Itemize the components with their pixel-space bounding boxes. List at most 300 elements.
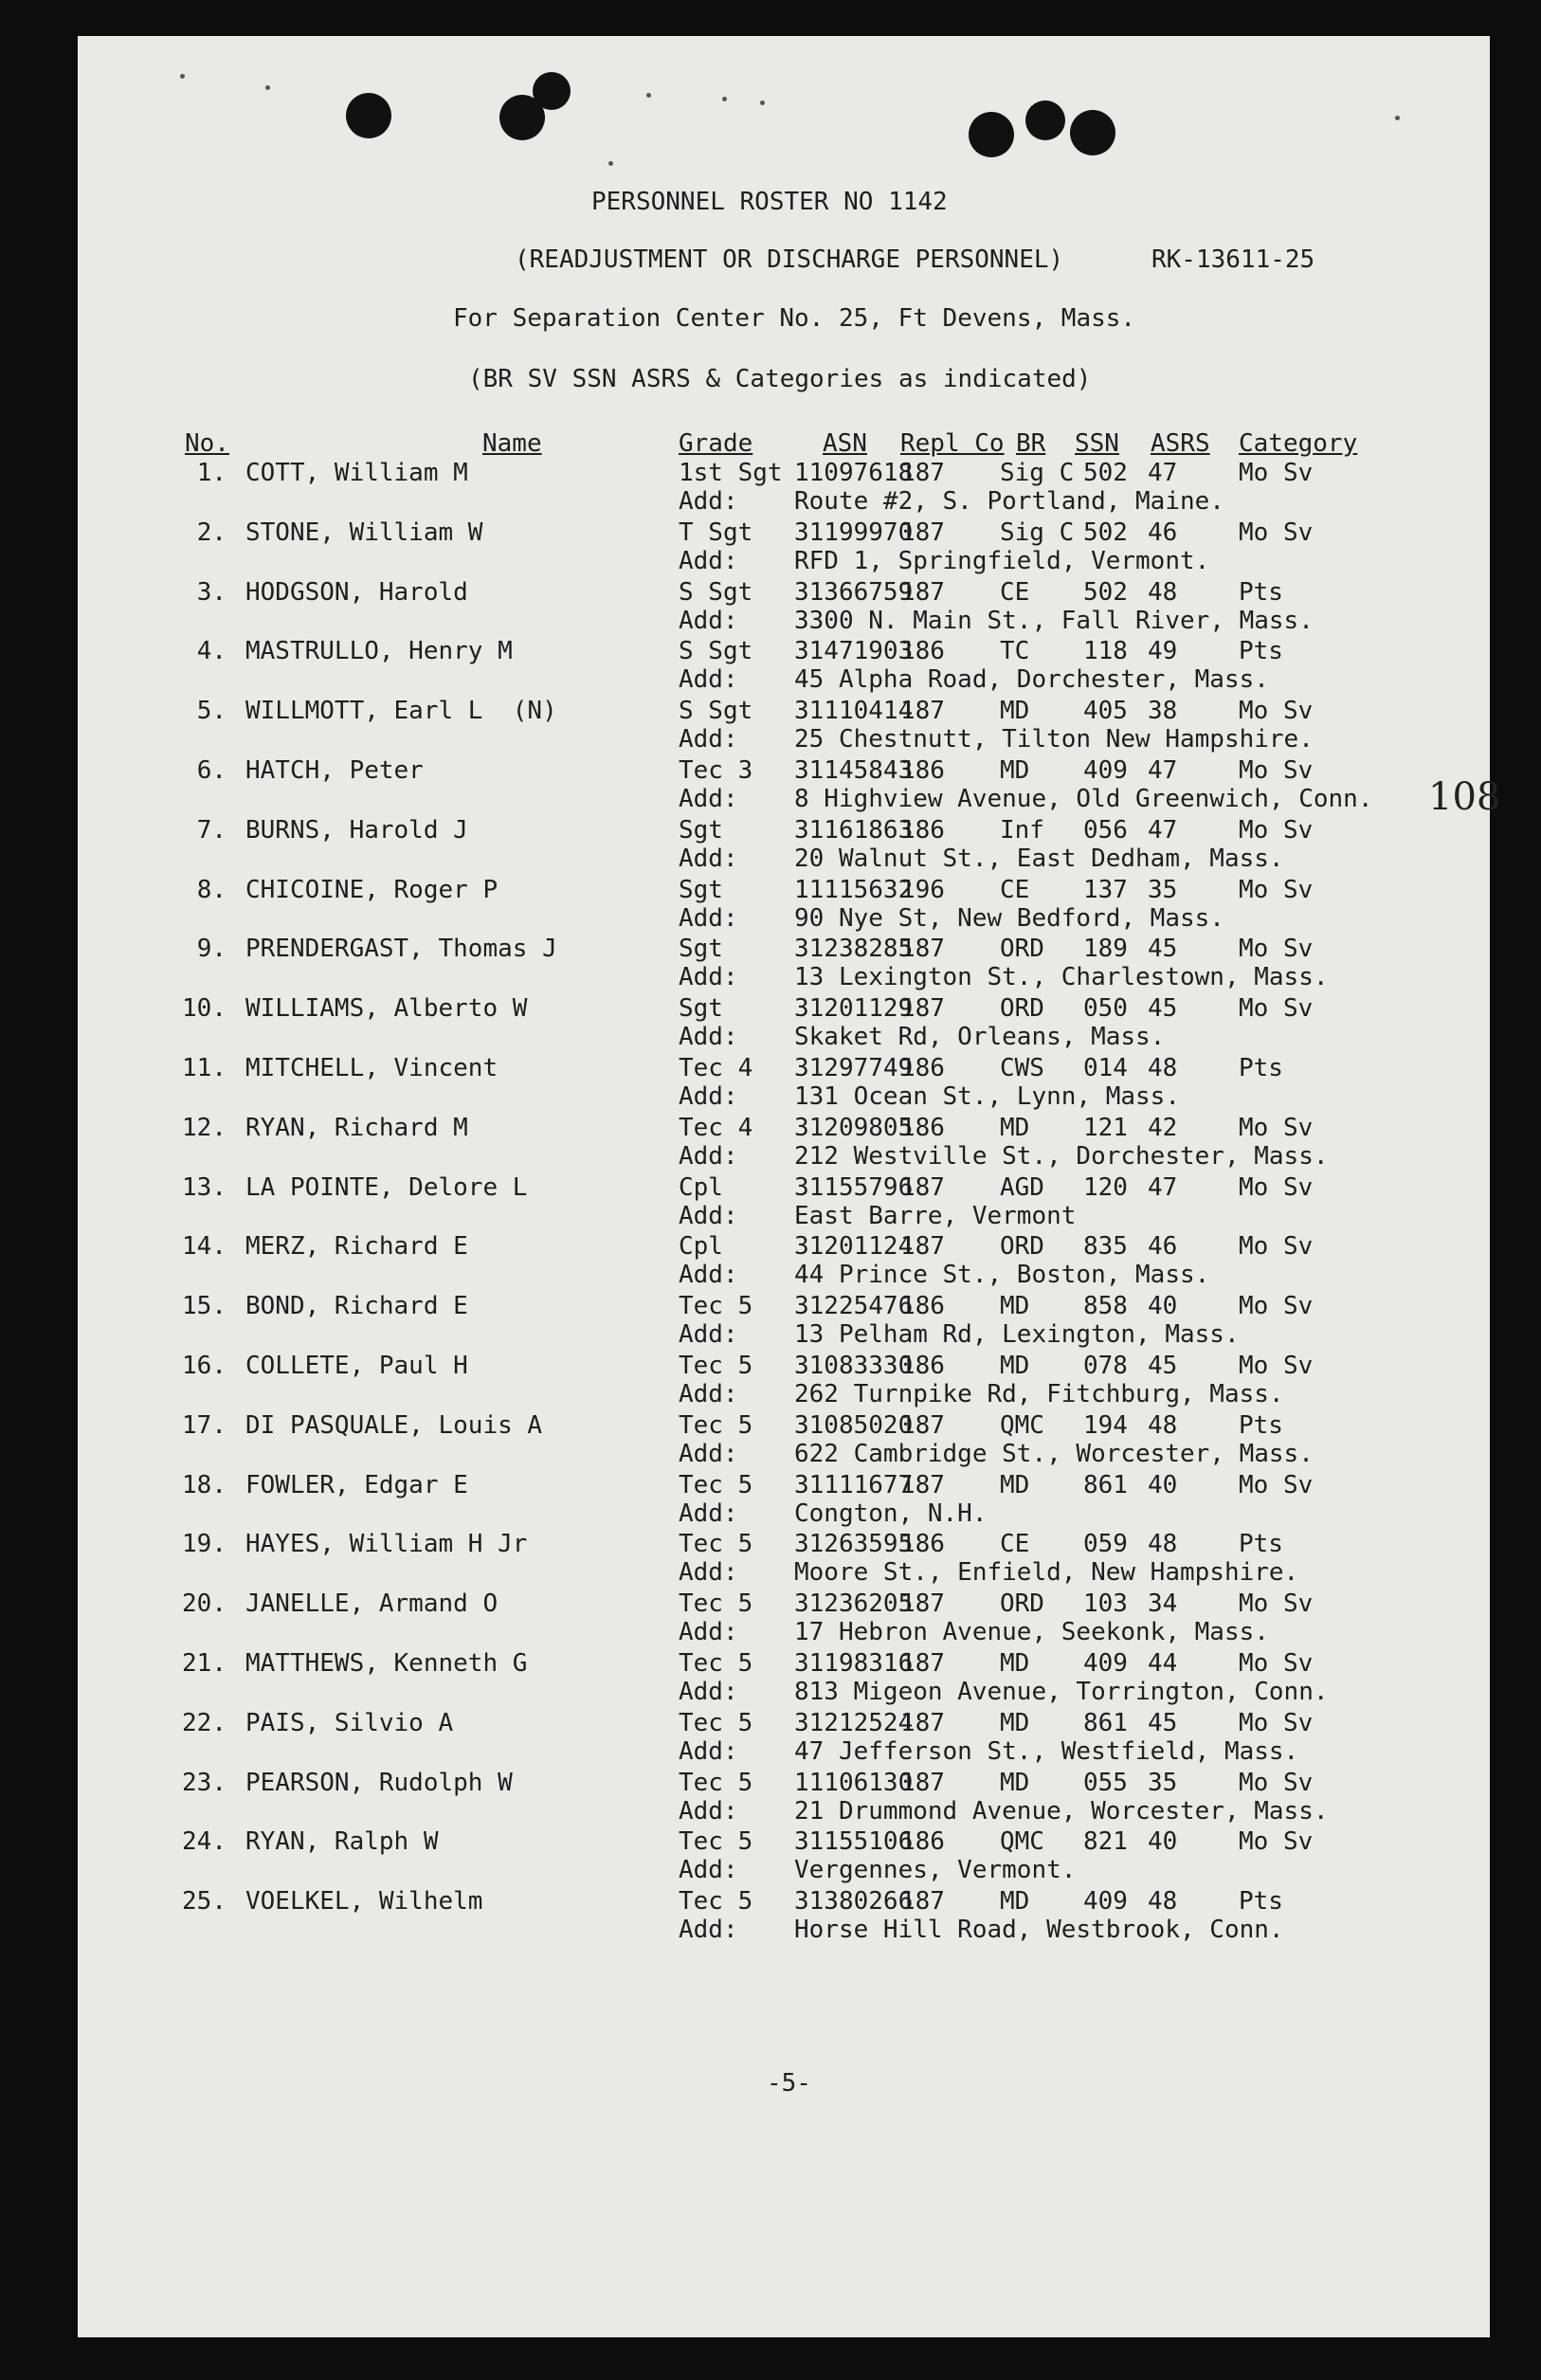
row-grade: Tec 5 bbox=[679, 1471, 753, 1499]
roster-title: PERSONNEL ROSTER NO 1142 bbox=[591, 188, 948, 216]
address-label: Add: bbox=[679, 547, 738, 575]
row-number: 24. bbox=[182, 1827, 227, 1856]
row-branch: Inf bbox=[1000, 816, 1044, 845]
row-category: Pts bbox=[1239, 1530, 1283, 1558]
separation-center-line: For Separation Center No. 25, Ft Devens, Mass. bbox=[453, 304, 1136, 333]
row-grade: Tec 5 bbox=[679, 1887, 753, 1916]
row-name: WILLMOTT, Earl L (N) bbox=[245, 697, 557, 725]
row-category: Mo Sv bbox=[1239, 1769, 1314, 1797]
row-repl-co: 196 bbox=[900, 876, 945, 904]
row-address: 3300 N. Main St., Fall River, Mass. bbox=[794, 607, 1314, 635]
row-name: PAIS, Silvio A bbox=[245, 1709, 454, 1737]
row-grade: Tec 5 bbox=[679, 1649, 753, 1678]
address-label: Add: bbox=[679, 904, 738, 933]
row-repl-co: 187 bbox=[900, 1887, 945, 1916]
row-category: Mo Sv bbox=[1239, 1590, 1314, 1618]
row-asn: 31201129 bbox=[794, 994, 914, 1023]
row-category: Mo Sv bbox=[1239, 816, 1314, 845]
row-branch: AGD bbox=[1000, 1173, 1044, 1202]
row-branch: CE bbox=[1000, 578, 1030, 607]
speck bbox=[180, 74, 185, 79]
column-header-no: No. bbox=[185, 429, 229, 458]
row-repl-co: 187 bbox=[900, 935, 945, 963]
row-branch: MD bbox=[1000, 1769, 1030, 1797]
row-ssn: 502 bbox=[1083, 518, 1128, 547]
row-repl-co: 186 bbox=[900, 816, 945, 845]
row-category: Mo Sv bbox=[1239, 1292, 1314, 1320]
row-name: HODGSON, Harold bbox=[245, 578, 468, 607]
row-repl-co: 187 bbox=[900, 1709, 945, 1737]
row-asrs: 45 bbox=[1148, 1352, 1178, 1380]
row-repl-co: 187 bbox=[900, 1590, 945, 1618]
row-asn: 31236205 bbox=[794, 1590, 914, 1618]
row-number: 25. bbox=[182, 1887, 227, 1916]
row-number: 2. bbox=[196, 518, 227, 547]
address-label: Add: bbox=[679, 1618, 738, 1646]
row-name: RYAN, Richard M bbox=[245, 1114, 468, 1142]
row-asn: 31085020 bbox=[794, 1411, 914, 1440]
row-address: 90 Nye St, New Bedford, Mass. bbox=[794, 904, 1224, 933]
row-address: 13 Pelham Rd, Lexington, Mass. bbox=[794, 1320, 1240, 1349]
row-ssn: 502 bbox=[1083, 578, 1128, 607]
row-number: 4. bbox=[196, 637, 227, 665]
row-asrs: 45 bbox=[1148, 1709, 1178, 1737]
row-repl-co: 187 bbox=[900, 459, 945, 487]
row-asn: 31110414 bbox=[794, 697, 914, 725]
row-grade: Tec 3 bbox=[679, 756, 753, 785]
row-number: 8. bbox=[196, 876, 227, 904]
address-label: Add: bbox=[679, 665, 738, 694]
row-category: Mo Sv bbox=[1239, 1827, 1314, 1856]
row-name: HAYES, William H Jr bbox=[245, 1530, 528, 1558]
address-label: Add: bbox=[679, 1558, 738, 1587]
row-name: COTT, William M bbox=[245, 459, 468, 487]
row-category: Pts bbox=[1239, 1054, 1283, 1082]
row-category: Mo Sv bbox=[1239, 756, 1314, 785]
row-asrs: 48 bbox=[1148, 1411, 1178, 1440]
row-branch: ORD bbox=[1000, 935, 1044, 963]
row-grade: Tec 5 bbox=[679, 1352, 753, 1380]
address-label: Add: bbox=[679, 487, 738, 516]
punch-hole bbox=[1025, 100, 1065, 140]
row-number: 23. bbox=[182, 1769, 227, 1797]
punch-hole bbox=[346, 93, 391, 138]
row-ssn: 059 bbox=[1083, 1530, 1128, 1558]
row-number: 22. bbox=[182, 1709, 227, 1737]
column-header-ssn: SSN bbox=[1075, 429, 1119, 458]
row-branch: Sig C bbox=[1000, 459, 1075, 487]
row-ssn: 409 bbox=[1083, 1887, 1128, 1916]
row-asrs: 46 bbox=[1148, 1232, 1178, 1261]
row-branch: MD bbox=[1000, 756, 1030, 785]
punch-hole bbox=[533, 72, 571, 110]
row-branch: MD bbox=[1000, 1887, 1030, 1916]
row-repl-co: 186 bbox=[900, 1352, 945, 1380]
address-label: Add: bbox=[679, 963, 738, 991]
row-grade: Sgt bbox=[679, 935, 723, 963]
row-name: LA POINTE, Delore L bbox=[245, 1173, 528, 1202]
row-ssn: 189 bbox=[1083, 935, 1128, 963]
column-header-category: Category bbox=[1239, 429, 1358, 458]
row-asrs: 47 bbox=[1148, 1173, 1178, 1202]
speck bbox=[722, 97, 727, 101]
row-asrs: 46 bbox=[1148, 518, 1178, 547]
row-number: 17. bbox=[182, 1411, 227, 1440]
row-category: Mo Sv bbox=[1239, 697, 1314, 725]
speck bbox=[760, 100, 765, 105]
row-name: STONE, William W bbox=[245, 518, 483, 547]
address-label: Add: bbox=[679, 1082, 738, 1111]
row-asrs: 40 bbox=[1148, 1471, 1178, 1499]
row-branch: MD bbox=[1000, 1709, 1030, 1737]
row-grade: Cpl bbox=[679, 1232, 723, 1261]
column-header-grade: Grade bbox=[679, 429, 753, 458]
row-number: 10. bbox=[182, 994, 227, 1023]
row-ssn: 405 bbox=[1083, 697, 1128, 725]
row-repl-co: 187 bbox=[900, 994, 945, 1023]
row-grade: Tec 5 bbox=[679, 1827, 753, 1856]
row-address: Moore St., Enfield, New Hampshire. bbox=[794, 1558, 1299, 1587]
row-grade: S Sgt bbox=[679, 697, 753, 725]
row-asn: 31380266 bbox=[794, 1887, 914, 1916]
row-grade: T Sgt bbox=[679, 518, 753, 547]
row-grade: Tec 5 bbox=[679, 1411, 753, 1440]
row-number: 3. bbox=[196, 578, 227, 607]
row-category: Mo Sv bbox=[1239, 994, 1314, 1023]
row-repl-co: 186 bbox=[900, 637, 945, 665]
row-category: Mo Sv bbox=[1239, 1173, 1314, 1202]
row-address: 8 Highview Avenue, Old Greenwich, Conn. bbox=[794, 785, 1373, 813]
address-label: Add: bbox=[679, 1320, 738, 1349]
row-asrs: 40 bbox=[1148, 1292, 1178, 1320]
row-grade: S Sgt bbox=[679, 578, 753, 607]
row-name: VOELKEL, Wilhelm bbox=[245, 1887, 483, 1916]
address-label: Add: bbox=[679, 1797, 738, 1826]
row-asrs: 40 bbox=[1148, 1827, 1178, 1856]
row-ssn: 056 bbox=[1083, 816, 1128, 845]
address-label: Add: bbox=[679, 1737, 738, 1766]
row-ssn: 078 bbox=[1083, 1352, 1128, 1380]
row-ssn: 014 bbox=[1083, 1054, 1128, 1082]
speck bbox=[1395, 116, 1400, 120]
row-address: Congton, N.H. bbox=[794, 1499, 988, 1528]
row-number: 20. bbox=[182, 1590, 227, 1618]
row-asn: 31212524 bbox=[794, 1709, 914, 1737]
row-name: MATTHEWS, Kenneth G bbox=[245, 1649, 528, 1678]
row-asn: 31145843 bbox=[794, 756, 914, 785]
row-asrs: 48 bbox=[1148, 1530, 1178, 1558]
row-branch: ORD bbox=[1000, 1232, 1044, 1261]
row-name: CHICOINE, Roger P bbox=[245, 876, 499, 904]
page-number: -5- bbox=[767, 2069, 811, 2098]
row-address: 44 Prince St., Boston, Mass. bbox=[794, 1261, 1210, 1289]
row-name: JANELLE, Armand O bbox=[245, 1590, 499, 1618]
address-label: Add: bbox=[679, 1856, 738, 1884]
row-ssn: 050 bbox=[1083, 994, 1128, 1023]
punch-hole bbox=[1070, 110, 1115, 155]
row-number: 12. bbox=[182, 1114, 227, 1142]
row-branch: CE bbox=[1000, 1530, 1030, 1558]
row-asrs: 35 bbox=[1148, 1769, 1178, 1797]
row-ssn: 121 bbox=[1083, 1114, 1128, 1142]
address-label: Add: bbox=[679, 1261, 738, 1289]
row-name: MITCHELL, Vincent bbox=[245, 1054, 499, 1082]
row-address: Horse Hill Road, Westbrook, Conn. bbox=[794, 1916, 1284, 1944]
row-category: Mo Sv bbox=[1239, 1471, 1314, 1499]
row-repl-co: 187 bbox=[900, 518, 945, 547]
row-asrs: 47 bbox=[1148, 459, 1178, 487]
row-asrs: 48 bbox=[1148, 1887, 1178, 1916]
row-number: 18. bbox=[182, 1471, 227, 1499]
address-label: Add: bbox=[679, 1440, 738, 1468]
row-category: Mo Sv bbox=[1239, 1232, 1314, 1261]
row-address: 47 Jefferson St., Westfield, Mass. bbox=[794, 1737, 1299, 1766]
row-repl-co: 187 bbox=[900, 1769, 945, 1797]
row-grade: Tec 4 bbox=[679, 1054, 753, 1082]
row-address: 45 Alpha Road, Dorchester, Mass. bbox=[794, 665, 1269, 694]
row-address: Skaket Rd, Orleans, Mass. bbox=[794, 1023, 1166, 1051]
document-page bbox=[78, 36, 1501, 2337]
row-branch: ORD bbox=[1000, 1590, 1044, 1618]
row-name: DI PASQUALE, Louis A bbox=[245, 1411, 543, 1440]
row-ssn: 821 bbox=[1083, 1827, 1128, 1856]
row-asn: 31155796 bbox=[794, 1173, 914, 1202]
speck bbox=[608, 161, 613, 166]
row-ssn: 103 bbox=[1083, 1590, 1128, 1618]
row-number: 9. bbox=[196, 935, 227, 963]
row-category: Mo Sv bbox=[1239, 876, 1314, 904]
column-header-asn: ASN bbox=[823, 429, 867, 458]
row-asn: 11097618 bbox=[794, 459, 914, 487]
row-address: 131 Ocean St., Lynn, Mass. bbox=[794, 1082, 1180, 1111]
row-repl-co: 186 bbox=[900, 1054, 945, 1082]
row-ssn: 835 bbox=[1083, 1232, 1128, 1261]
row-address: 20 Walnut St., East Dedham, Mass. bbox=[794, 845, 1284, 873]
row-number: 1. bbox=[196, 459, 227, 487]
speck bbox=[265, 85, 270, 90]
row-category: Mo Sv bbox=[1239, 1114, 1314, 1142]
row-asn: 31201124 bbox=[794, 1232, 914, 1261]
row-asrs: 45 bbox=[1148, 994, 1178, 1023]
row-repl-co: 187 bbox=[900, 697, 945, 725]
row-branch: CE bbox=[1000, 876, 1030, 904]
row-name: HATCH, Peter bbox=[245, 756, 424, 785]
row-grade: Cpl bbox=[679, 1173, 723, 1202]
row-asrs: 48 bbox=[1148, 1054, 1178, 1082]
row-asn: 31471903 bbox=[794, 637, 914, 665]
row-asn: 31297749 bbox=[794, 1054, 914, 1082]
row-grade: Tec 5 bbox=[679, 1292, 753, 1320]
row-number: 19. bbox=[182, 1530, 227, 1558]
row-repl-co: 187 bbox=[900, 578, 945, 607]
row-grade: Sgt bbox=[679, 816, 723, 845]
row-name: FOWLER, Edgar E bbox=[245, 1471, 468, 1499]
address-label: Add: bbox=[679, 785, 738, 813]
row-repl-co: 187 bbox=[900, 1173, 945, 1202]
row-asn: 31083330 bbox=[794, 1352, 914, 1380]
row-repl-co: 187 bbox=[900, 1232, 945, 1261]
row-grade: Tec 5 bbox=[679, 1590, 753, 1618]
row-number: 7. bbox=[196, 816, 227, 845]
row-repl-co: 187 bbox=[900, 1649, 945, 1678]
row-ssn: 194 bbox=[1083, 1411, 1128, 1440]
row-address: East Barre, Vermont bbox=[794, 1202, 1077, 1230]
row-branch: MD bbox=[1000, 697, 1030, 725]
row-grade: 1st Sgt bbox=[679, 459, 783, 487]
address-label: Add: bbox=[679, 1499, 738, 1528]
row-category: Pts bbox=[1239, 1887, 1283, 1916]
row-asn: 31199970 bbox=[794, 518, 914, 547]
row-name: MASTRULLO, Henry M bbox=[245, 637, 513, 665]
address-label: Add: bbox=[679, 1202, 738, 1230]
row-address: 21 Drummond Avenue, Worcester, Mass. bbox=[794, 1797, 1329, 1826]
row-branch: MD bbox=[1000, 1292, 1030, 1320]
row-number: 5. bbox=[196, 697, 227, 725]
row-ssn: 858 bbox=[1083, 1292, 1128, 1320]
row-category: Pts bbox=[1239, 578, 1283, 607]
row-branch: Sig C bbox=[1000, 518, 1075, 547]
row-grade: Tec 5 bbox=[679, 1769, 753, 1797]
row-ssn: 502 bbox=[1083, 459, 1128, 487]
punch-hole bbox=[969, 112, 1014, 157]
row-asn: 31366759 bbox=[794, 578, 914, 607]
row-ssn: 409 bbox=[1083, 1649, 1128, 1678]
roster-subtitle: (READJUSTMENT OR DISCHARGE PERSONNEL) bbox=[515, 245, 1064, 274]
row-asn: 31238285 bbox=[794, 935, 914, 963]
row-branch: ORD bbox=[1000, 994, 1044, 1023]
row-address: 622 Cambridge St., Worcester, Mass. bbox=[794, 1440, 1314, 1468]
row-grade: Sgt bbox=[679, 876, 723, 904]
row-repl-co: 186 bbox=[900, 756, 945, 785]
row-asrs: 34 bbox=[1148, 1590, 1178, 1618]
column-header-asrs: ASRS bbox=[1151, 429, 1210, 458]
row-repl-co: 187 bbox=[900, 1411, 945, 1440]
row-name: WILLIAMS, Alberto W bbox=[245, 994, 528, 1023]
row-address: 25 Chestnutt, Tilton New Hampshire. bbox=[794, 725, 1314, 754]
row-number: 13. bbox=[182, 1173, 227, 1202]
row-address: 262 Turnpike Rd, Fitchburg, Mass. bbox=[794, 1380, 1284, 1408]
row-ssn: 120 bbox=[1083, 1173, 1128, 1202]
row-number: 6. bbox=[196, 756, 227, 785]
row-name: BOND, Richard E bbox=[245, 1292, 468, 1320]
row-category: Mo Sv bbox=[1239, 1352, 1314, 1380]
row-address: RFD 1, Springfield, Vermont. bbox=[794, 547, 1210, 575]
row-number: 11. bbox=[182, 1054, 227, 1082]
row-branch: CWS bbox=[1000, 1054, 1044, 1082]
row-address: Route #2, S. Portland, Maine. bbox=[794, 487, 1224, 516]
row-branch: QMC bbox=[1000, 1827, 1044, 1856]
row-grade: Tec 5 bbox=[679, 1530, 753, 1558]
row-branch: MD bbox=[1000, 1649, 1030, 1678]
row-number: 15. bbox=[182, 1292, 227, 1320]
row-asrs: 49 bbox=[1148, 637, 1178, 665]
row-number: 21. bbox=[182, 1649, 227, 1678]
row-ssn: 861 bbox=[1083, 1709, 1128, 1737]
row-asrs: 35 bbox=[1148, 876, 1178, 904]
row-grade: Tec 5 bbox=[679, 1709, 753, 1737]
row-name: RYAN, Ralph W bbox=[245, 1827, 439, 1856]
row-number: 14. bbox=[182, 1232, 227, 1261]
column-header-repl_co: Repl Co bbox=[900, 429, 1005, 458]
row-asrs: 44 bbox=[1148, 1649, 1178, 1678]
row-asn: 11106130 bbox=[794, 1769, 914, 1797]
address-label: Add: bbox=[679, 1916, 738, 1944]
column-header-br: BR bbox=[1016, 429, 1046, 458]
row-name: BURNS, Harold J bbox=[245, 816, 468, 845]
row-grade: Sgt bbox=[679, 994, 723, 1023]
row-asrs: 47 bbox=[1148, 756, 1178, 785]
address-label: Add: bbox=[679, 725, 738, 754]
categories-note: (BR SV SSN ASRS & Categories as indicated) bbox=[468, 365, 1092, 393]
address-label: Add: bbox=[679, 1678, 738, 1706]
row-grade: Tec 4 bbox=[679, 1114, 753, 1142]
row-category: Mo Sv bbox=[1239, 1649, 1314, 1678]
row-name: COLLETE, Paul H bbox=[245, 1352, 468, 1380]
row-repl-co: 187 bbox=[900, 1471, 945, 1499]
address-label: Add: bbox=[679, 845, 738, 873]
speck bbox=[646, 93, 651, 98]
row-branch: MD bbox=[1000, 1352, 1030, 1380]
row-branch: QMC bbox=[1000, 1411, 1044, 1440]
roster-reference: RK-13611-25 bbox=[1151, 245, 1315, 274]
row-ssn: 118 bbox=[1083, 637, 1128, 665]
row-asn: 31161863 bbox=[794, 816, 914, 845]
row-asrs: 38 bbox=[1148, 697, 1178, 725]
row-asrs: 48 bbox=[1148, 578, 1178, 607]
row-asrs: 42 bbox=[1148, 1114, 1178, 1142]
row-category: Pts bbox=[1239, 637, 1283, 665]
address-label: Add: bbox=[679, 1142, 738, 1171]
row-branch: MD bbox=[1000, 1471, 1030, 1499]
row-address: Vergennes, Vermont. bbox=[794, 1856, 1077, 1884]
address-label: Add: bbox=[679, 1380, 738, 1408]
row-branch: MD bbox=[1000, 1114, 1030, 1142]
row-asn: 31155106 bbox=[794, 1827, 914, 1856]
row-ssn: 861 bbox=[1083, 1471, 1128, 1499]
row-repl-co: 186 bbox=[900, 1292, 945, 1320]
row-address: 813 Migeon Avenue, Torrington, Conn. bbox=[794, 1678, 1329, 1706]
row-name: PRENDERGAST, Thomas J bbox=[245, 935, 557, 963]
row-address: 212 Westville St., Dorchester, Mass. bbox=[794, 1142, 1329, 1171]
row-name: MERZ, Richard E bbox=[245, 1232, 468, 1261]
row-ssn: 137 bbox=[1083, 876, 1128, 904]
row-category: Mo Sv bbox=[1239, 1709, 1314, 1737]
row-asrs: 45 bbox=[1148, 935, 1178, 963]
row-category: Mo Sv bbox=[1239, 459, 1314, 487]
row-asn: 31263595 bbox=[794, 1530, 914, 1558]
row-grade: S Sgt bbox=[679, 637, 753, 665]
row-asn: 31198316 bbox=[794, 1649, 914, 1678]
row-address: 13 Lexington St., Charlestown, Mass. bbox=[794, 963, 1329, 991]
row-asn: 31209805 bbox=[794, 1114, 914, 1142]
row-category: Mo Sv bbox=[1239, 518, 1314, 547]
row-category: Pts bbox=[1239, 1411, 1283, 1440]
row-asn: 31111677 bbox=[794, 1471, 914, 1499]
row-asn: 11115632 bbox=[794, 876, 914, 904]
row-repl-co: 186 bbox=[900, 1114, 945, 1142]
address-label: Add: bbox=[679, 1023, 738, 1051]
row-ssn: 409 bbox=[1083, 756, 1128, 785]
column-header-name: Name bbox=[482, 429, 542, 458]
row-name: PEARSON, Rudolph W bbox=[245, 1769, 513, 1797]
row-category: Mo Sv bbox=[1239, 935, 1314, 963]
row-repl-co: 186 bbox=[900, 1827, 945, 1856]
row-ssn: 055 bbox=[1083, 1769, 1128, 1797]
row-asn: 31225476 bbox=[794, 1292, 914, 1320]
row-branch: TC bbox=[1000, 637, 1030, 665]
row-asrs: 47 bbox=[1148, 816, 1178, 845]
row-repl-co: 186 bbox=[900, 1530, 945, 1558]
